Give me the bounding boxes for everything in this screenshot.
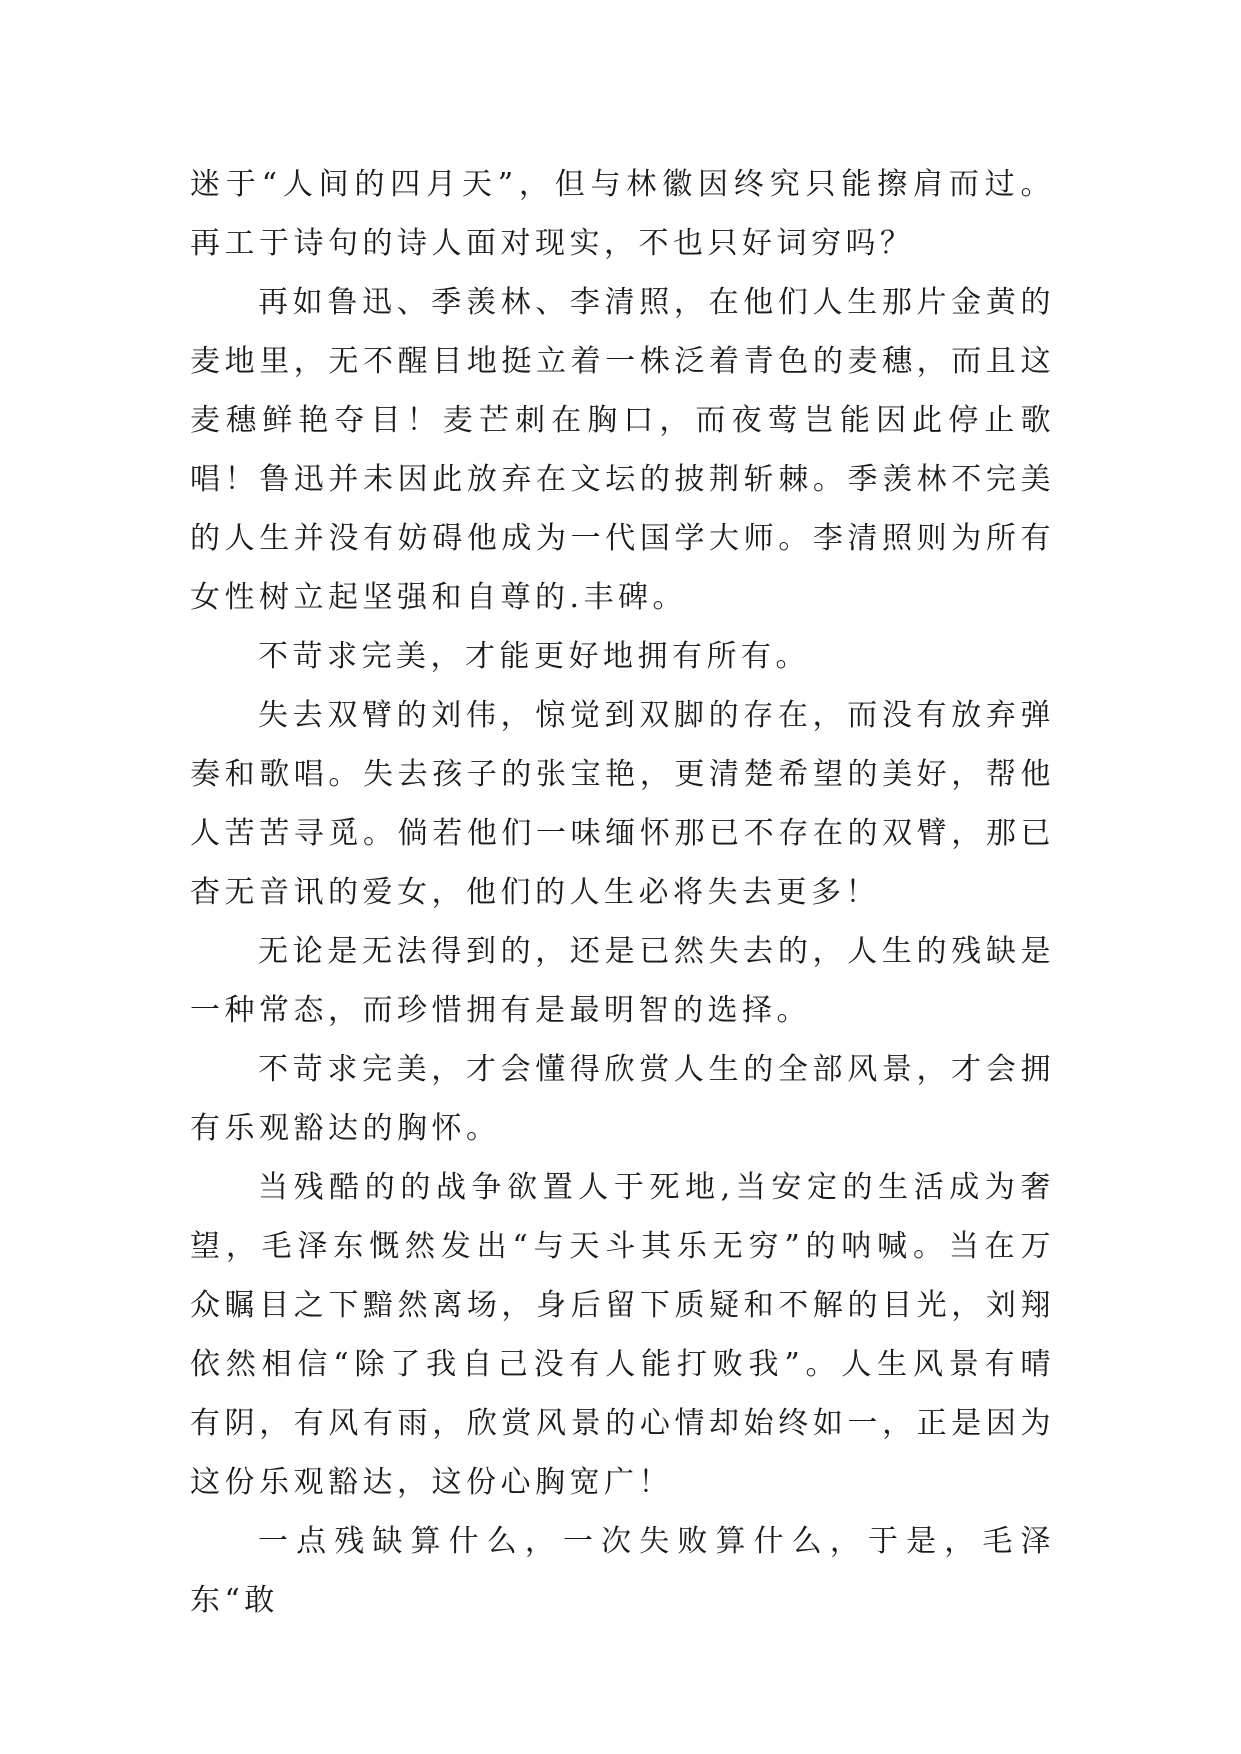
paragraph-2: 再如鲁迅、季羡林、李清照，在他们人生那片金黄的麦地里，无不醒目地挺立着一株泛着青色的麦穗，而且这麦穗鲜艳夺目！麦芒刺在胸口，而夜莺岂能因此停止歌唱！鲁迅并未因此放弃在文坛的披荆斩棘。季羡林不完美的人生并没有妨碍他成为一代国学大师。李清照则为所有女性树立起坚强和自尊的.丰碑。 [190, 285, 1055, 615]
paragraph-1: 迷于“人间的四月天”，但与林徽因终究只能擦肩而过。再工于诗句的诗人面对现实，不也只好词穷吗？ [190, 167, 1055, 261]
paragraph-5: 无论是无法得到的，还是已然失去的，人生的残缺是一种常态，而珍惜拥有是最明智的选择。 [190, 934, 1055, 1028]
paragraph-6: 不苛求完美，才会懂得欣赏人生的全部风景，才会拥有乐观豁达的胸怀。 [190, 1052, 1055, 1146]
essay-body [190, 155, 1055, 1630]
paragraph-3: 不苛求完美，才能更好地拥有所有。 [258, 639, 810, 674]
paragraph-7: 当残酷的的战争欲置人于死地,当安定的生活成为奢望，毛泽东慨然发出“与天斗其乐无穷”的呐喊。当在万众瞩目之下黯然离场，身后留下质疑和不解的目光，刘翔依然相信“除了我自己没有人能打败我”。人生风景有晴有阴，有风有雨，欣赏风景的心情却始终如一，正是因为这份乐观豁达，这份心胸宽广！ [190, 1170, 1055, 1500]
paragraph-8: 一点残缺算什么，一次失败算什么，于是，毛泽东“敢 [190, 1524, 1055, 1618]
paragraph-4: 失去双臂的刘伟，惊觉到双脚的存在，而没有放弃弹奏和歌唱。失去孩子的张宝艳，更清楚希望的美好，帮他人苦苦寻觅。倘若他们一味缅怀那已不存在的双臂，那已杳无音讯的爱女，他们的人生必将失去更多！ [190, 698, 1055, 910]
